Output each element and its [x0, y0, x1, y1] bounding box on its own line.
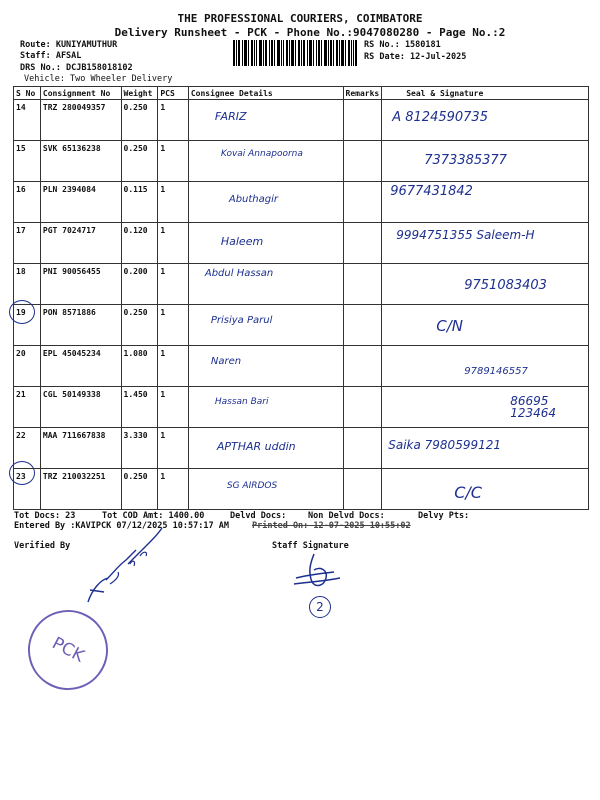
vehicle-label: Vehicle: Two Wheeler Delivery — [24, 74, 173, 84]
row-sno: 17 — [16, 226, 26, 235]
printed-on: Printed On: 12-07-2025 10:55:02 — [252, 521, 411, 531]
row-remarks — [343, 387, 382, 428]
pck-stamp — [14, 596, 122, 704]
row-consignee: Abdul Hassan — [204, 268, 274, 279]
row-remarks — [343, 469, 382, 510]
row-pcs: 1 — [160, 144, 166, 153]
staff-signature-image — [290, 548, 350, 592]
drs-number: DRS No.: DCJB158018102 — [20, 63, 133, 73]
row-sno: 19 — [16, 308, 26, 317]
verified-by-label: Verified By — [14, 541, 71, 551]
runsheet-title: Delivery Runsheet - PCK - Phone No.:9047080280 - Page No.:2 — [114, 26, 506, 39]
row-weight: 0.250 — [123, 144, 148, 153]
row-pcs: 1 — [160, 431, 166, 440]
row-seal: 9751083403 — [464, 278, 547, 293]
row-consignment: PNI 90056455 — [42, 267, 101, 276]
row-seal: 7373385377 — [424, 153, 507, 168]
row-sno: 14 — [16, 103, 26, 112]
row-seal: C/C — [454, 483, 482, 502]
row-consignment: PLN 2394084 — [42, 185, 96, 194]
table-header-row — [14, 87, 589, 100]
table-row — [14, 100, 589, 141]
row-consignee: Naren — [210, 356, 242, 367]
route-label: Route: KUNIYAMUTHUR — [20, 40, 118, 50]
row-sno: 18 — [16, 267, 26, 276]
header-seal: Seal & Signature — [382, 87, 589, 100]
delvd-docs: Delvd Docs: — [230, 511, 287, 521]
row-consignee: SG AIRDOS — [226, 481, 278, 491]
table-row — [14, 223, 589, 264]
table-row — [14, 469, 589, 510]
row-weight: 0.115 — [123, 185, 148, 194]
table-row — [14, 428, 589, 469]
header-pcs: PCS — [158, 87, 189, 100]
circle-mark — [9, 300, 35, 324]
header-weight: Weight — [121, 87, 158, 100]
row-seal: C/N — [436, 317, 463, 335]
row-pcs: 1 — [160, 103, 166, 112]
row-remarks — [343, 346, 382, 387]
row-consignment: TRZ 210032251 — [42, 472, 106, 481]
row-consignee: APTHAR uddin — [216, 440, 296, 453]
delvy-pts: Delvy Pts: — [418, 511, 470, 521]
row-remarks — [343, 182, 382, 223]
row-consignment: SVK 65136238 — [42, 144, 101, 153]
row-pcs: 1 — [160, 472, 166, 481]
tot-docs: Tot Docs: 23 — [14, 511, 76, 521]
non-delvd-docs: Non Delvd Docs: — [308, 511, 385, 521]
row-pcs: 1 — [160, 185, 166, 194]
staff-label: Staff: AFSAL — [20, 51, 82, 61]
staff-signature-label: Staff Signature — [272, 541, 349, 551]
circle-mark — [9, 461, 35, 485]
row-sno: 21 — [16, 390, 26, 399]
row-pcs: 1 — [160, 226, 166, 235]
row-sno: 15 — [16, 144, 26, 153]
row-remarks — [343, 100, 382, 141]
table-row — [14, 346, 589, 387]
row-pcs: 1 — [160, 308, 166, 317]
row-pcs: 1 — [160, 349, 166, 358]
row-weight: 0.250 — [123, 308, 148, 317]
row-sno: 22 — [16, 431, 26, 440]
row-consignment: TRZ 280049357 — [42, 103, 106, 112]
header-consignee: Consignee Details — [188, 87, 343, 100]
entered-by: Entered By :KAVIPCK 07/12/2025 10:57:17 AM — [14, 521, 229, 531]
row-pcs: 1 — [160, 267, 166, 276]
row-weight: 1.080 — [123, 349, 148, 358]
row-consignee: Haleem — [220, 235, 264, 248]
row-seal: 86695 123464 — [510, 394, 557, 420]
runsheet-table — [13, 86, 589, 510]
barcode-image — [233, 40, 357, 66]
rs-number: RS No.: 1580181 — [364, 40, 441, 50]
row-remarks — [343, 141, 382, 182]
row-weight: 0.200 — [123, 267, 148, 276]
row-weight: 0.250 — [123, 472, 148, 481]
row-remarks — [343, 264, 382, 305]
table-row — [14, 305, 589, 346]
row-consignment: PGT 7024717 — [42, 226, 96, 235]
rs-date: RS Date: 12-Jul-2025 — [364, 52, 467, 62]
row-sno: 23 — [16, 472, 26, 481]
row-consignee: Abuthagir — [228, 194, 279, 205]
row-seal: A 8124590735 — [392, 110, 488, 125]
row-consignment: PON 8571886 — [42, 308, 96, 317]
row-remarks — [343, 305, 382, 346]
page-mark: 2 — [309, 596, 331, 618]
row-weight: 3.330 — [123, 431, 148, 440]
header-remarks: Remarks — [343, 87, 382, 100]
header-sno: S No — [14, 87, 41, 100]
row-pcs: 1 — [160, 390, 166, 399]
table-row — [14, 182, 589, 223]
stamp-label: PCK — [48, 633, 88, 667]
table-row — [14, 387, 589, 428]
row-consignee: Kovai Annapoorna — [220, 149, 303, 159]
row-seal: 9677431842 — [390, 184, 473, 199]
row-remarks — [343, 428, 382, 469]
row-consignee: Prisiya Parul — [210, 315, 273, 326]
row-consignment: MAA 711667838 — [42, 431, 106, 440]
tot-cod-amount: Tot COD Amt: 1400.00 — [102, 511, 205, 521]
row-seal: Saika 7980599121 — [388, 438, 502, 452]
row-consignment: CGL 50149338 — [42, 390, 101, 399]
company-name: THE PROFESSIONAL COURIERS, COIMBATORE — [177, 12, 423, 25]
row-consignment: EPL 45045234 — [42, 349, 101, 358]
row-weight: 0.120 — [123, 226, 148, 235]
verifier-signature-image — [70, 520, 180, 610]
row-weight: 0.250 — [123, 103, 148, 112]
row-consignee: Hassan Bari — [214, 397, 269, 407]
row-sno: 16 — [16, 185, 26, 194]
row-sno: 20 — [16, 349, 26, 358]
row-weight: 1.450 — [123, 390, 148, 399]
table-row — [14, 141, 589, 182]
row-seal: 9994751355 Saleem-H — [396, 228, 535, 242]
row-seal: 9789146557 — [464, 366, 528, 377]
table-row — [14, 264, 589, 305]
row-consignee: FARIZ — [214, 110, 247, 123]
row-remarks — [343, 223, 382, 264]
header-consignment: Consignment No — [40, 87, 121, 100]
